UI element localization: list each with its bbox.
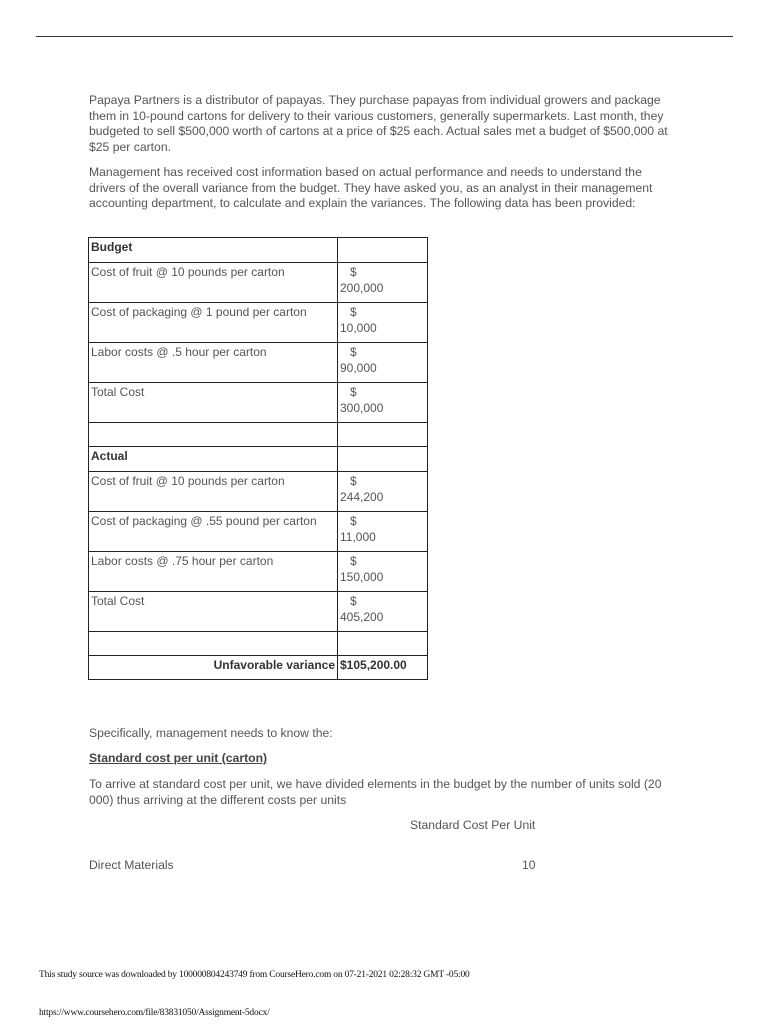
arrive-text: To arrive at standard cost per unit, we have divided elements in the budget by the number of units sold (20 000) thus arriving at the different costs per units [89, 777, 662, 807]
blank-row [89, 632, 428, 656]
top-rule [36, 36, 733, 37]
row-label: Cost of packaging @ 1 pound per carton [89, 303, 338, 343]
row-label: Cost of packaging @ .55 pound per carton [89, 512, 338, 552]
table-row [89, 343, 428, 383]
blank-row [89, 423, 428, 447]
row-amount: $ 10,000 [338, 303, 428, 343]
intro-paragraph-1: Papaya Partners is a distributor of papayas. They purchase papayas from individual growers and package them in 10-pound cartons for delivery to their various customers, generally supermarkets. Last month, they budgeted to sell $500,000 worth of cartons at a price of $25 each. Actual sales met a budget of $500,000 at $25 per carton. [89, 93, 668, 154]
row-amount: $ 11,000 [338, 512, 428, 552]
row-label: Labor costs @ .75 hour per carton [89, 552, 338, 592]
table-row [89, 512, 428, 552]
row-label: Total Cost [89, 592, 338, 632]
table-row [89, 383, 428, 423]
row-amount: $ 200,000 [338, 263, 428, 303]
source-footer: This study source was downloaded by 100000804243749 from CourseHero.com on 07-21-2021 02:28:32 GMT -05:00 [39, 970, 470, 980]
budget-header: Budget [89, 238, 338, 263]
actual-header: Actual [89, 447, 338, 472]
row-label: Labor costs @ .5 hour per carton [89, 343, 338, 383]
direct-materials-value: 10 [522, 858, 536, 872]
row-label: Cost of fruit @ 10 pounds per carton [89, 263, 338, 303]
actual-header-row [89, 447, 428, 472]
row-amount: $ 150,000 [338, 552, 428, 592]
variance-value: $105,200.00 [338, 656, 428, 680]
row-amount: $ 244,200 [338, 472, 428, 512]
table-row [89, 592, 428, 632]
table-row [89, 263, 428, 303]
variance-row [89, 656, 428, 680]
standard-cost-column-header: Standard Cost Per Unit [410, 818, 536, 832]
row-amount: $ 300,000 [338, 383, 428, 423]
table-row [89, 303, 428, 343]
direct-materials-label: Direct Materials [89, 858, 174, 872]
source-url[interactable]: https://www.coursehero.com/file/83831050/Assignment-5docx/ [39, 1008, 270, 1018]
row-label: Total Cost [89, 383, 338, 423]
row-label: Cost of fruit @ 10 pounds per carton [89, 472, 338, 512]
row-amount: $ 90,000 [338, 343, 428, 383]
budget-header-row [89, 238, 428, 263]
table-row [89, 552, 428, 592]
cost-table [88, 237, 428, 680]
variance-label: Unfavorable variance [89, 656, 338, 680]
standard-cost-heading: Standard cost per unit (carton) [89, 751, 268, 765]
intro-paragraph-2: Management has received cost information based on actual performance and needs to understand the drivers of the overall variance from the budget. They have asked you, as an analyst in their management accounting department, to calculate and explain the variances. The following data has been provided: [89, 165, 653, 210]
specifically-text: Specifically, management needs to know the: [89, 726, 333, 740]
row-amount: $ 405,200 [338, 592, 428, 632]
table-row [89, 472, 428, 512]
